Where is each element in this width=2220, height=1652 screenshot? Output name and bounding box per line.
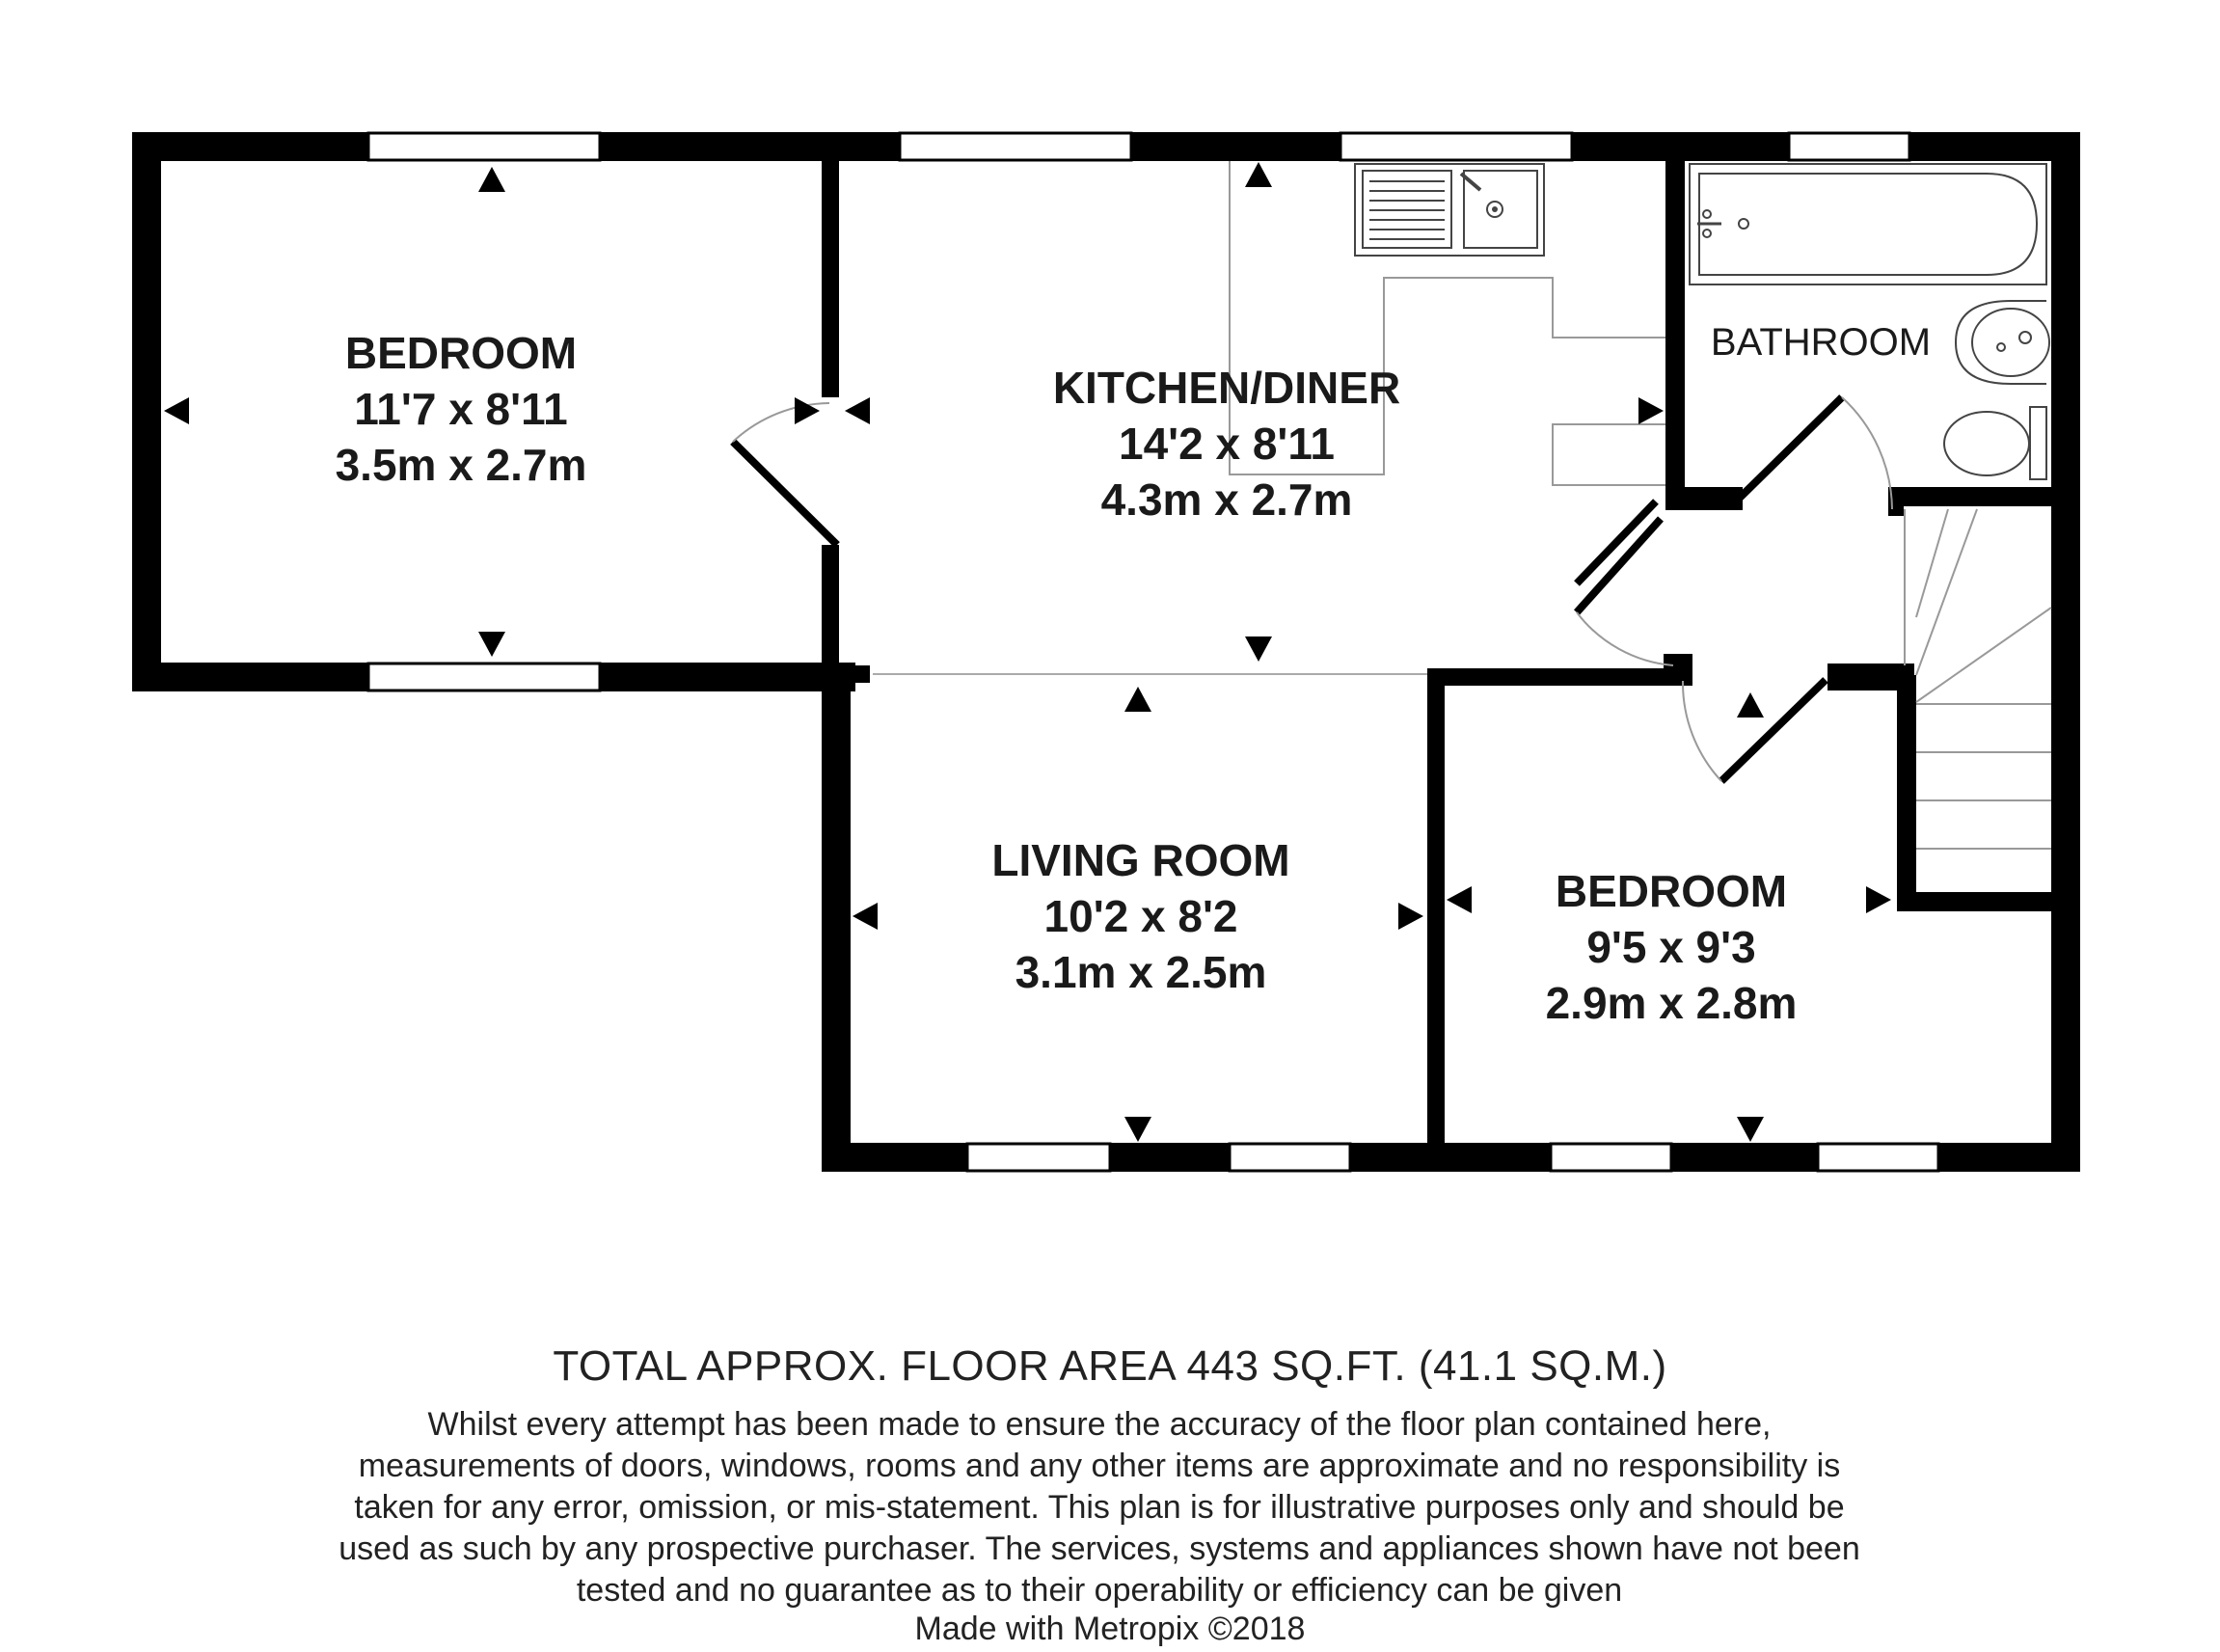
arrow-right-icon xyxy=(1866,886,1891,913)
wall-stair-left xyxy=(1897,675,1916,911)
room-name: BEDROOM xyxy=(344,328,578,378)
toilet-cistern xyxy=(2030,407,2046,479)
wall-left xyxy=(132,132,161,691)
bath-plughole xyxy=(1739,219,1748,229)
wall-living-left xyxy=(822,665,851,1172)
arrow-left-icon xyxy=(845,397,870,424)
arrow-up-icon xyxy=(1245,162,1272,187)
staircase xyxy=(1905,509,2051,849)
window xyxy=(368,664,600,691)
window xyxy=(900,133,1131,160)
window xyxy=(967,1144,1110,1171)
made-with-credit: Made with Metropix ©2018 xyxy=(914,1611,1306,1647)
bath-tub xyxy=(1699,174,2037,275)
door-swing xyxy=(1577,612,1673,665)
arrow-down-icon xyxy=(1737,1117,1764,1142)
basin-plughole xyxy=(1997,343,2005,351)
room-name: KITCHEN/DINER xyxy=(1052,363,1401,413)
window xyxy=(1340,133,1572,160)
sink-bowl xyxy=(1464,171,1537,248)
room-size-imperial: 11'7 x 8'11 xyxy=(354,384,568,434)
wall-bathroom-bottom-left xyxy=(1665,487,1743,510)
window xyxy=(1818,1144,1938,1171)
arrow-left-icon xyxy=(164,397,189,424)
room-label-living xyxy=(991,835,1289,997)
door-leaf xyxy=(1721,680,1826,781)
arrow-down-icon xyxy=(1124,1117,1151,1142)
wall-stair-bottom xyxy=(1897,892,2080,911)
room-name: LIVING ROOM xyxy=(991,835,1290,885)
drainer-grooves xyxy=(1369,181,1445,239)
door-leaf xyxy=(733,442,837,545)
window xyxy=(1230,1144,1350,1171)
wall-stair-top xyxy=(1895,487,2080,506)
arrow-down-icon xyxy=(1245,636,1272,662)
room-size-imperial: 14'2 x 8'11 xyxy=(1119,419,1335,469)
window xyxy=(368,133,600,160)
room-size-metric: 3.1m x 2.5m xyxy=(1015,947,1267,997)
room-name: BEDROOM xyxy=(1555,866,1788,916)
arrow-up-icon xyxy=(1737,692,1764,718)
wall-bathroom-left xyxy=(1665,161,1685,510)
room-size-imperial: 9'5 x 9'3 xyxy=(1586,922,1756,972)
bath-tap xyxy=(1703,230,1711,237)
window xyxy=(1789,133,1909,160)
door-swing xyxy=(1683,681,1721,781)
window xyxy=(1551,1144,1671,1171)
arrow-up-icon xyxy=(478,167,505,192)
arrow-left-icon xyxy=(853,903,878,930)
sink-plughole-inner xyxy=(1492,206,1498,212)
room-name: BATHROOM xyxy=(1710,321,1932,364)
arrow-right-icon xyxy=(795,397,820,424)
arrow-right-icon xyxy=(1398,903,1423,930)
wall-living-nub xyxy=(822,665,870,683)
total-floor-area: TOTAL APPROX. FLOOR AREA 443 SQ.FT. (41.1 SQ.M.) xyxy=(553,1342,1667,1390)
room-label-bedroom-1 xyxy=(336,328,587,490)
door-leaf xyxy=(1736,397,1842,501)
room-size-imperial: 10'2 x 8'2 xyxy=(1043,891,1238,941)
fridge-unit xyxy=(1553,424,1665,485)
toilet-bowl xyxy=(1944,412,2029,475)
wall-living-bedroom2 xyxy=(1427,668,1445,1157)
room-size-metric: 2.9m x 2.8m xyxy=(1545,978,1798,1028)
room-label-bedroom-2 xyxy=(1546,866,1798,1028)
room-label-bathroom xyxy=(1711,321,1931,364)
wall-bedroom2-top-left xyxy=(1427,668,1692,686)
disclaimer: Whilst every attempt has been made to ensure the accuracy of the floor plan contained here, measurements of doors, windows, rooms and any other items are approximate and no responsibility is taken for any error, omission, or mis-statement. This plan is for illustrative purposes only and should be used as such by any prospective purchaser. The services, systems and appliances shown have not been tested and no guarantee as to their operability or efficiency can be given xyxy=(338,1406,1860,1609)
room-size-metric: 4.3m x 2.7m xyxy=(1100,474,1353,525)
wall-partition-upper xyxy=(822,161,839,397)
arrow-right-icon xyxy=(1638,397,1664,424)
basin-tap xyxy=(2019,332,2031,343)
bath-surround xyxy=(1690,164,2046,284)
bath-tap xyxy=(1703,210,1711,218)
wall-partition-lower xyxy=(822,545,839,675)
arrow-up-icon xyxy=(1124,687,1151,712)
arrow-left-icon xyxy=(1447,886,1472,913)
wall-right xyxy=(2051,132,2080,1172)
basin-bowl xyxy=(1972,309,2049,376)
arrow-down-icon xyxy=(478,632,505,657)
room-size-metric: 3.5m x 2.7m xyxy=(335,440,587,490)
room-label-kitchen xyxy=(1053,363,1400,525)
door-swing xyxy=(1842,397,1892,509)
